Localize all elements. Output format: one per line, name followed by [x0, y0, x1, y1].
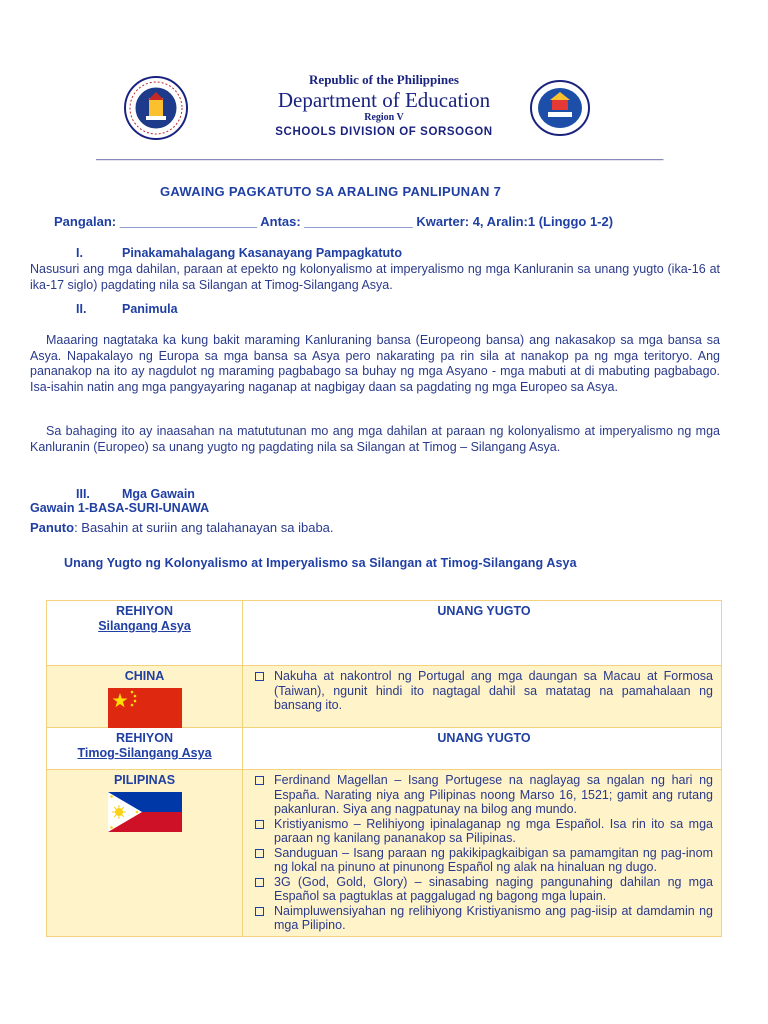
division-label: SCHOOLS DIVISION OF SORSOGON — [275, 126, 493, 138]
table-title: Unang Yugto ng Kolonyalismo at Imperyalismo sa Silangan at Timog-Silangang Asya — [64, 556, 577, 570]
section-2-heading — [76, 302, 178, 316]
table-row-pilipinas — [47, 770, 721, 936]
bullet-item — [255, 904, 713, 933]
unang-yugto-label-2: UNANG YUGTO — [437, 731, 531, 745]
letterhead — [0, 0, 768, 170]
rehiyon-header-cell — [47, 601, 243, 665]
bullet-text: Nakuha at nakontrol ng Portugal ang mga daungan sa Macau at Formosa (Taiwan), ngunit hindi ito nagtagal dahil sa matatag na pamahalaan ng bansang ito. — [274, 669, 713, 712]
checkbox-bullet-icon — [255, 672, 264, 681]
section-3-number: III. — [76, 487, 90, 501]
panuto-line — [30, 520, 334, 535]
rehiyon-label-2: REHIYON — [116, 731, 173, 745]
bullet-item — [255, 846, 713, 875]
section-1-number: I. — [76, 246, 83, 260]
unang-yugto-subheader-cell — [243, 728, 721, 769]
department-title: Department of Education — [277, 88, 491, 112]
region-timog-silangang-asya: Timog-Silangang Asya — [77, 746, 212, 760]
bullet-text: Naimpluwensiyahan ng relihiyong Kristiyanismo ang pag-iisip at damdamin ng mga Pilipino. — [274, 903, 713, 932]
country-cell-pilipinas — [47, 770, 243, 936]
section-1-heading — [76, 246, 402, 260]
table-header-row — [47, 601, 721, 666]
bullet-item — [255, 773, 713, 817]
region-label: Region V — [364, 112, 404, 123]
rehiyon-label: REHIYON — [116, 604, 173, 618]
panimula-paragraph-1: Maaaring nagtataka ka kung bakit maraming Kanluraning bansa (Europeong bansa) ang nakasakop sa mga bansa sa Asya. Napakalayo ng Europa sa mga bansa sa Asya pero nakarating pa rin sila at nanakop pa ng mga teritoryo. Ang pananakop na ito ay nagdulot ng maraming pagbabago sa buhay ng mga Asyano - mga mabuti at di mabuting pagbabago. Isa-isahin natin ang mga pangyayaring naganap at nagbigay daan sa pagdating ng mga Europeo sa Asya. — [30, 333, 720, 394]
bullet-item — [255, 875, 713, 904]
bullet-text: Ferdinand Magellan – Isang Portugese na naglayag sa ngalan ng hari ng España. Narating niya ang Pilipinas noong Marso 16, 1521; gamit ang rutang pakanluran. Siya ang nagpatunay na bilog ang mundo. — [274, 773, 713, 816]
section-1-title: Pinakamahalagang Kasanayang Pampagkatuto — [122, 246, 402, 260]
country-name-pilipinas: PILIPINAS — [113, 773, 176, 787]
section-3-title: Mga Gawain — [122, 487, 195, 501]
document-title: GAWAING PAGKATUTO SA ARALING PANLIPUNAN 7 — [160, 184, 502, 199]
section-2-number: II. — [76, 302, 87, 316]
bullet-item — [255, 817, 713, 846]
gawain-label: Gawain 1-BASA-SURI-UNAWA — [30, 501, 210, 515]
section-2-title: Panimula — [122, 302, 178, 316]
header-rule: ______________________________________________________________________________________________________ — [96, 150, 664, 161]
checkbox-bullet-icon — [255, 907, 264, 916]
bullet-text: Kristiyanismo – Relihiyong ipinalaganap ng mga Español. Isa rin ito sa mga paraan ng kanilang pananakop sa Pilipinas. — [274, 816, 713, 845]
checkbox-bullet-icon — [255, 878, 264, 887]
country-name-china: CHINA — [124, 669, 165, 683]
bullet-text: Sanduguan – Isang paraan ng pakikipagkaibigan sa pamamgitan ng pag-inom ng lokal na pinuno at pinunong Español ng alak na hinaluan ng dugo. — [274, 845, 713, 874]
country-cell-china — [47, 666, 243, 727]
china-flag-icon — [108, 688, 182, 728]
pilipinas-events-cell — [243, 770, 721, 936]
checkbox-bullet-icon — [255, 820, 264, 829]
checkbox-bullet-icon — [255, 776, 264, 785]
unang-yugto-label: UNANG YUGTO — [437, 604, 531, 618]
republic-label: Republic of the Philippines — [309, 72, 459, 87]
student-info-line: Pangalan: ___________________ Antas: _______________ Kwarter: 4, Aralin:1 (Linggo 1-2) — [54, 214, 614, 229]
region-silangang-asya: Silangang Asya — [98, 619, 191, 633]
bullet-text: 3G (God, Gold, Glory) – sinasabing naging pangunahing dahilan ng mga Español sa pagtuklas at paggalugad ng bagong mga lupain. — [274, 874, 713, 903]
panuto-text: : Basahin at suriin ang talahanayan sa ibaba. — [74, 520, 334, 535]
section-3-heading — [76, 487, 195, 501]
table-subheader-row — [47, 728, 721, 770]
table-row-china — [47, 666, 721, 728]
panuto-label: Panuto — [30, 520, 75, 535]
checkbox-bullet-icon — [255, 849, 264, 858]
bullet-item — [255, 669, 713, 713]
section-1-text: Nasusuri ang mga dahilan, paraan at epekto ng kolonyalismo at imperyalismo ng mga Kanluranin sa unang yugto (ika-16 at ika-17 siglo) pagdating nila sa Silangan at Timog-Silangang Asya. — [30, 262, 720, 292]
rehiyon-subheader-cell — [47, 728, 243, 769]
philippines-flag-icon — [108, 792, 182, 832]
china-events-cell — [243, 666, 721, 727]
unang-yugto-header-cell — [243, 601, 721, 665]
colonialism-table — [46, 600, 722, 937]
panimula-paragraph-2: Sa bahaging ito ay inaasahan na matututunan mo ang mga dahilan at paraan ng kolonyalismo at imperyalismo ng mga Kanluranin (Europeo) sa unang yugto ng pagdating nila sa Silangan at Timog – Silangang Asya. — [30, 424, 720, 454]
